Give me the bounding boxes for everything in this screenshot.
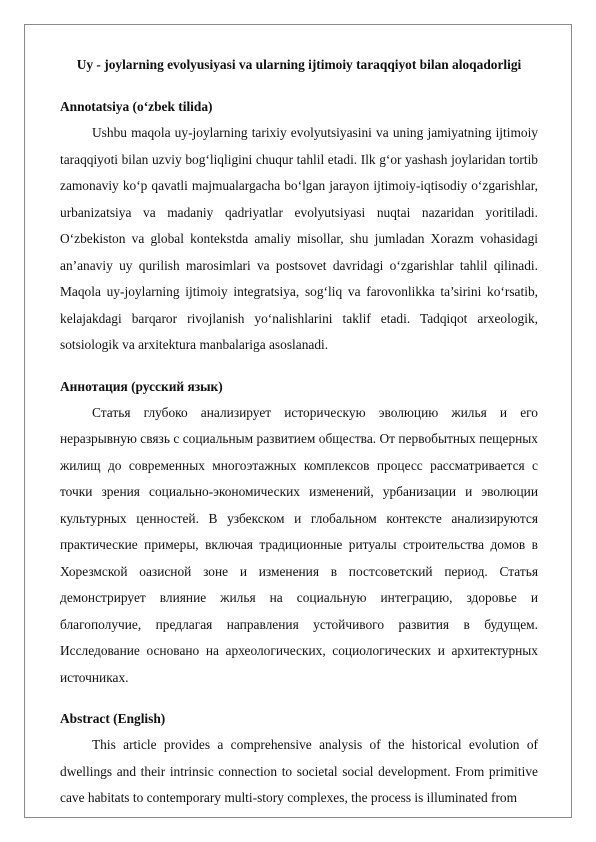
abstract-uzbek [60, 97, 538, 359]
abstract-english-heading: Abstract (English) [60, 711, 166, 726]
abstract-uzbek-heading: Annotatsiya (o‘zbek tilida) [60, 99, 213, 114]
abstract-russian-heading: Аннотация (русский язык) [60, 378, 223, 394]
abstract-english-text: This article provides a comprehensive analysis of the historical evolution of dwellings and their intrinsic connection to societal social development. From primitive cave habitats to contemporary multi-story complexes, the process is illuminated from [60, 737, 538, 805]
article-title: Uy - joylarning evolyusiyasi va ularning ijtimoiy taraqqiyot bilan aloqadorligi [76, 57, 522, 72]
abstract-uzbek-text: Ushbu maqola uy-joylarning tarixiy evolyutsiyasini va uning jamiyatning ijtimoiy taraqqiyoti bilan uzviy bog‘liqligini chuqur tahlil etadi. Ilk g‘or yashash joylaridan tortib zamonaviy ko‘p qavatli majmualargacha bo‘lgan jarayon ijtimoiy-iqtisodiy o‘zgarishlar, urbanizatsiya va madaniy qadriyatlar evolyutsiyasi nuqtai nazaridan yoritiladi. O‘zbekiston va global kontekstda amaliy misollar, shu jumladan Xorazm vohasidagi an’anaviy uy qurilish marosimlari va postsovet davridagi o‘zgarishlar tahlil qilinadi. Maqola uy-joylarning ijtimoiy integratsiya, sog‘liq va farovonlikka ta’sirini ko‘rsatib, kelajakdagi barqaror rivojlanish yo‘nalishlarini taklif etadi. Tadqiqot arxeologik, sotsiologik va arxitektura manbalariga asoslanadi. [60, 125, 538, 352]
abstract-russian [60, 377, 538, 692]
abstract-russian-text: Статья глубоко анализирует историческую эволюцию жилья и его неразрывную связь с социальным развитием общества. От первобытных пещерных жилищ до современных многоэтажных комплексов процесс рассматривается с точки зрения социально-экономических изменений, урбанизации и эволюции культурных ценностей. В узбекском и глобальном контексте анализируются практические примеры, включая традиционные ритуалы строительства домов в Хорезмской оазисной зоне и изменения в постсоветский период. Статья демонстрирует влияние жилья на социальную интеграцию, здоровье и благополучие, предлагая направления устойчивого развития в будущем. Исследование основано на археологических, социологических и архитектурных источниках. [60, 404, 538, 685]
abstract-english [60, 709, 538, 812]
article-body [60, 55, 538, 830]
